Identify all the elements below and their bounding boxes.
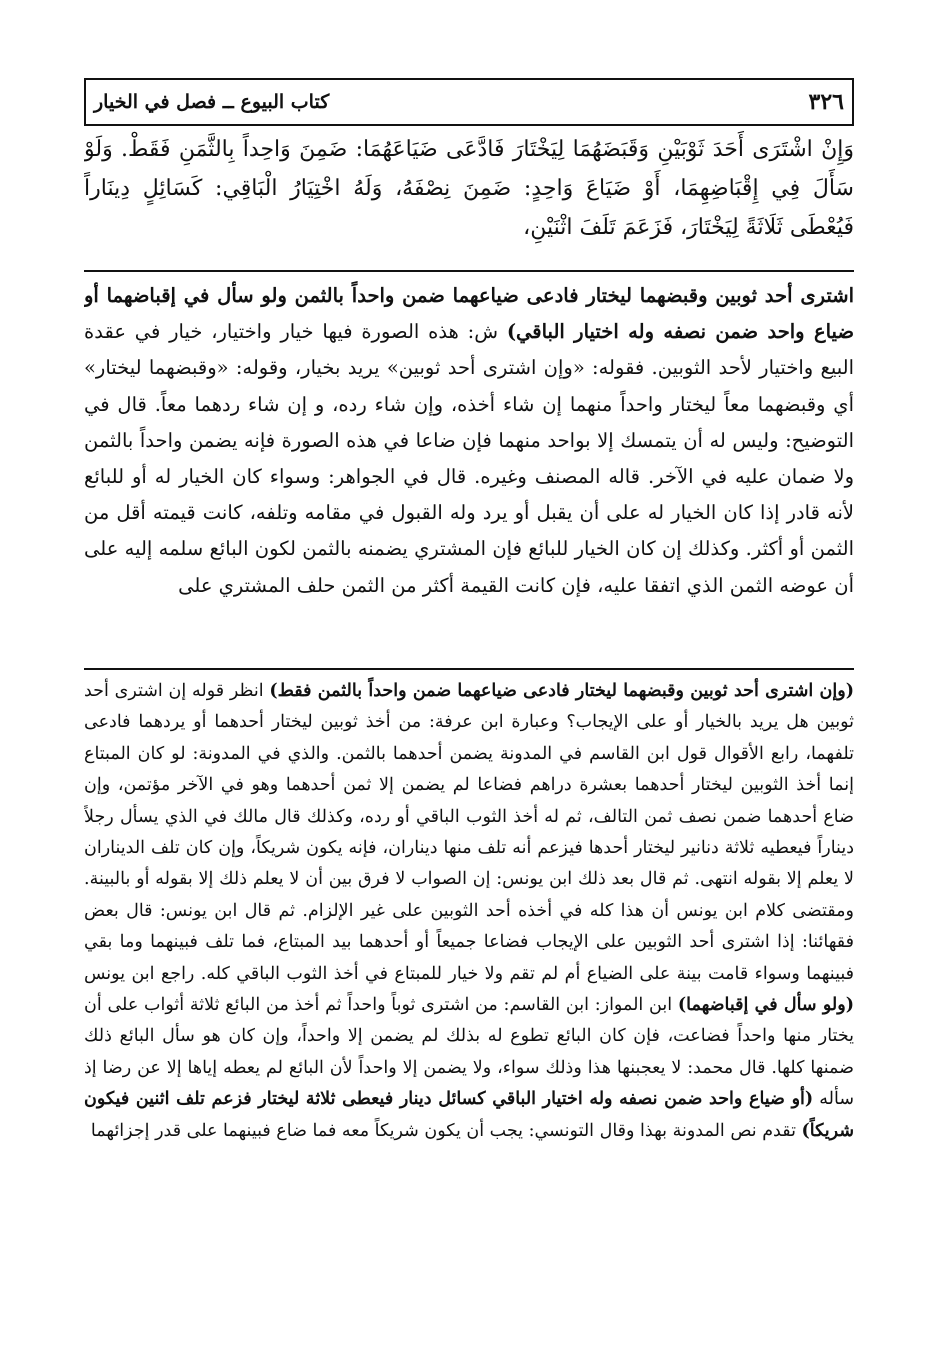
sharh-body: ش: هذه الصورة فيها خيار واختيار، خيار في عقدة البيع واختيار لأحد الثوبين. فقوله: «وإن اشترى أحد ثوبين» يريد بخيار، وقوله: «وقبضهما ليختار» أي وقبضهما معاً ليختار واحداً منهما إن شاء أخذه، وإن شاء رده، و إن شاء ردهما معاً. قال في التوضيح: وليس له أن يتمسك إلا بواحد منهما فإن ضاعا في هذه الصورة فإنه يضمن واحداً بالثمن ولا ضمان عليه في الآخر. قاله المصنف وغيره. قال في الجواهر: وسواء كان الخيار له أو للبائع لأنه قادر إذا كان الخيار له على أن يقبل أو يرد وله القبول في مقامه وتلفه، كانت قيمته أقل من الثمن أو أكثر. وكذلك إن كان الخيار للبائع فإن المشتري يضمنه بالثمن لكون البائع سلمه إليه على أن عوضه الثمن الذي اتفقا عليه، فإن كانت القيمة أكثر من الثمن حلف المشتري على [84,320,854,597]
hashiya-part-3: تقدم نص المدونة بهذا وقال التونسي: يجب أن يكون شريكاً معه فما ضاع فبينهما على قدر إجزائهما [90,1120,802,1141]
divider-top [84,270,854,272]
hashiya-bold-2: (ولو سأل في إقباضهما) [677,995,854,1016]
matn-text: وَإِنْ اشْتَرَى أَحَدَ ثَوْبَيْنِ وَقَبَضَهُمَا لِيَخْتَارَ فَادَّعَى ضَيَاعَهُمَا: ضَمِنَ وَاحِداً بِالثَّمَنِ فَقَطْ. وَلَوْ سَأَلَ فِي إِقْبَاضِهِمَا، أَوْ ضَيَاعَ وَاحِدٍ: ضَمِنَ نِصْفَهُ، وَلَهُ اخْتِيَارُ الْبَاقِي: كَسَائِلٍ دِينَاراً فَيُعْطَى ثَلَاثَةً لِيَخْتَارَ، فَزَعَمَ تَلَفَ اثْنَيْنِ، [84,137,854,240]
page [84,78,854,1268]
sharh-commentary [84,278,854,668]
divider-bottom [84,668,854,670]
page-number: ٣٢٦ [808,89,844,115]
running-title: كتاب البيوع ــ فصل في الخيار [94,91,330,113]
hashiya-part-1: انظر قوله إن اشترى أحد ثوبين هل يريد بالخيار أو على الإيجاب؟ وعبارة ابن عرفة: من أخذ ثوبين ليختار أحدهما أو يردهما فادعى تلفهما، رابع الأقوال قول ابن القاسم في المدونة يضمن أحدهما بالثمن. والذي في المدونة: لو كان المبتاع إنما أخذ الثوبين ليختار أحدهما بعشرة دراهم فضاعا لم يضمن إلا ثمن أحدهما وهو في الآخر مؤتمن، وإن ضاع أحدهما ضمن نصف ثمن التالف، ثم له أخذ الثوب الباقي أو رده، وكذلك قال مالك في الذي يسأل رجلاً ديناراً فيعطيه ثلاثة دنانير ليختار أحدها فيزعم أنه تلف منها ديناران، فإنه يكون شريكاً، وإن كان تلف الديناران لا يعلم إلا بقوله انتهى. ثم قال بعد ذلك ابن يونس: إن الصواب لا فرق بين أن لا يعلم ذلك إلا بقوله أو بالبينة. ومقتضى كلام ابن يونس أن هذا كله في أخذه أحد الثوبين على غير الإلزام. ثم قال ابن يونس: قال بعض فقهائنا: إذا اشترى أحد الثوبين على الإيجاب فضاعا جميعاً أو أحدهما بيد المبتاع، فما تلف فبينهما وما بقي فبينهما وسواء قامت بينة على الضياع أم لم تقم ولا خيار للمبتاع في أخذ الثوب الباقي كله. راجع ابن يونس [84,681,854,984]
hashiya-lead: (وإن اشترى أحد ثوبين وقبضهما ليختار فادعى ضياعهما ضمن واحداً بالثمن فقط) [269,681,854,701]
hashiya-bold-3: (أو ضياع واحد ضمن نصفه وله اختيار الباقي كسائل دينار فيعطى ثلاثة ليختار فزعم تلف اثنين فيكون شريكاً) [84,1089,854,1141]
hashiya-footnote [84,676,854,1268]
sharh-bold-lead: اشترى أحد ثوبين وقبضهما ليختار فادعى ضياعهما ضمن واحداً بالثمن ولو سأل في إقباضهما أو ضياع واحد ضمن نصفه وله اختيار الباقي) [84,284,854,344]
running-header [84,78,854,126]
hashiya-part-2: ابن المواز: ابن القاسم: من اشترى ثوباً واحداً ثم أخذ من البائع ثلاثة أثواب على أن يختار منها واحداً فضاعت، فإن كان البائع تطوع له بذلك لم يضمن إلا واحداً، وإن كان هو سأل البائع ذلك ضمنها كلها. قال محمد: لا يعجبنها هذا وذلك سواء، ولا يضمن إلا واحداً لأن البائع لم يعطه إياها إلا عن رضا إذ سأله [84,995,854,1110]
